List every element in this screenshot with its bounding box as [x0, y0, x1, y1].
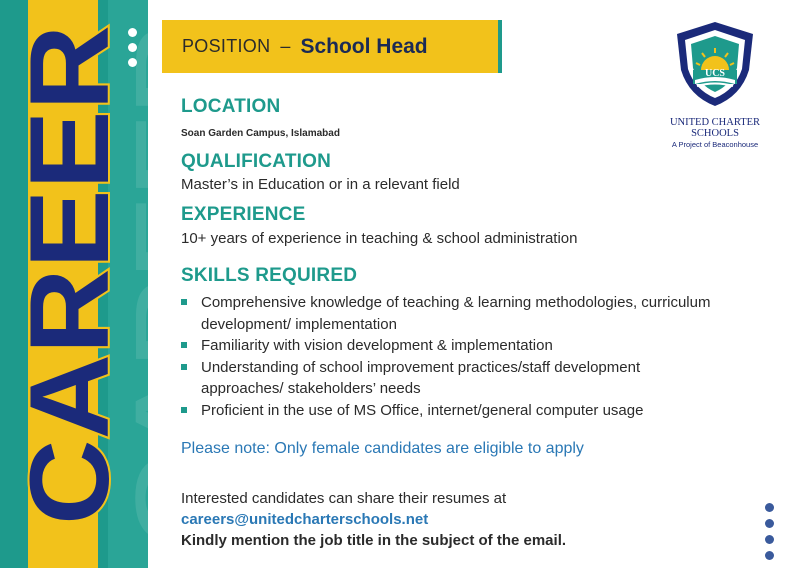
skill-text: Proficient in the use of MS Office, internet/general computer usage	[201, 401, 644, 419]
position-label: POSITION	[182, 36, 271, 56]
position-title: School Head	[300, 34, 428, 58]
logo-name-line2: SCHOOLS	[691, 128, 739, 139]
skills-list	[181, 292, 721, 421]
skill-item	[181, 292, 721, 335]
bullet-icon	[181, 364, 187, 370]
location-heading: LOCATION	[181, 96, 281, 117]
decorative-dots-bottom	[765, 503, 774, 560]
logo-initials: UCS	[704, 68, 726, 79]
position-banner	[162, 20, 502, 73]
career-vertical-word	[0, 0, 218, 568]
contact-email-link[interactable]: careers@unitedcharterschools.net	[181, 511, 429, 528]
skill-text: Comprehensive knowledge of teaching & learning methodologies, curriculum development/ implementation	[201, 294, 711, 333]
ucs-logo	[660, 18, 770, 158]
bullet-icon	[181, 299, 187, 305]
career-side-banner	[0, 0, 218, 568]
skill-text: Familiarity with vision development & implementation	[201, 337, 553, 354]
qualification-heading: QUALIFICATION	[181, 151, 332, 172]
eligibility-note: Please note: Only female candidates are eligible to apply	[181, 440, 584, 457]
bullet-icon	[181, 407, 187, 413]
svg-text:CAREER: CAREER	[118, 164, 218, 545]
location-value: Soan Garden Campus, Islamabad	[181, 128, 340, 139]
decorative-dots-top	[128, 28, 137, 67]
skill-item	[181, 357, 721, 400]
logo-name-line1: UNITED CHARTER	[669, 117, 761, 128]
svg-text:CAREER: CAREER	[7, 52, 132, 525]
experience-heading: EXPERIENCE	[181, 204, 306, 225]
contact-instructions: Interested candidates can share their resumes at	[181, 490, 507, 507]
position-separator: –	[280, 36, 291, 56]
skill-item	[181, 335, 721, 357]
skills-heading: SKILLS REQUIRED	[181, 265, 358, 286]
shield-sun-icon	[669, 18, 761, 110]
subject-instruction: Kindly mention the job title in the subject of the email.	[181, 532, 567, 549]
skill-item	[181, 400, 721, 422]
bullet-icon	[181, 342, 187, 348]
logo-tagline: A Project of Beaconhouse	[671, 140, 759, 149]
experience-value: 10+ years of experience in teaching & school administration	[181, 230, 578, 247]
skill-text: Understanding of school improvement practices/staff development approaches/ stakeholders’ needs	[201, 358, 641, 397]
qualification-value: Master’s in Education or in a relevant field	[181, 176, 460, 193]
